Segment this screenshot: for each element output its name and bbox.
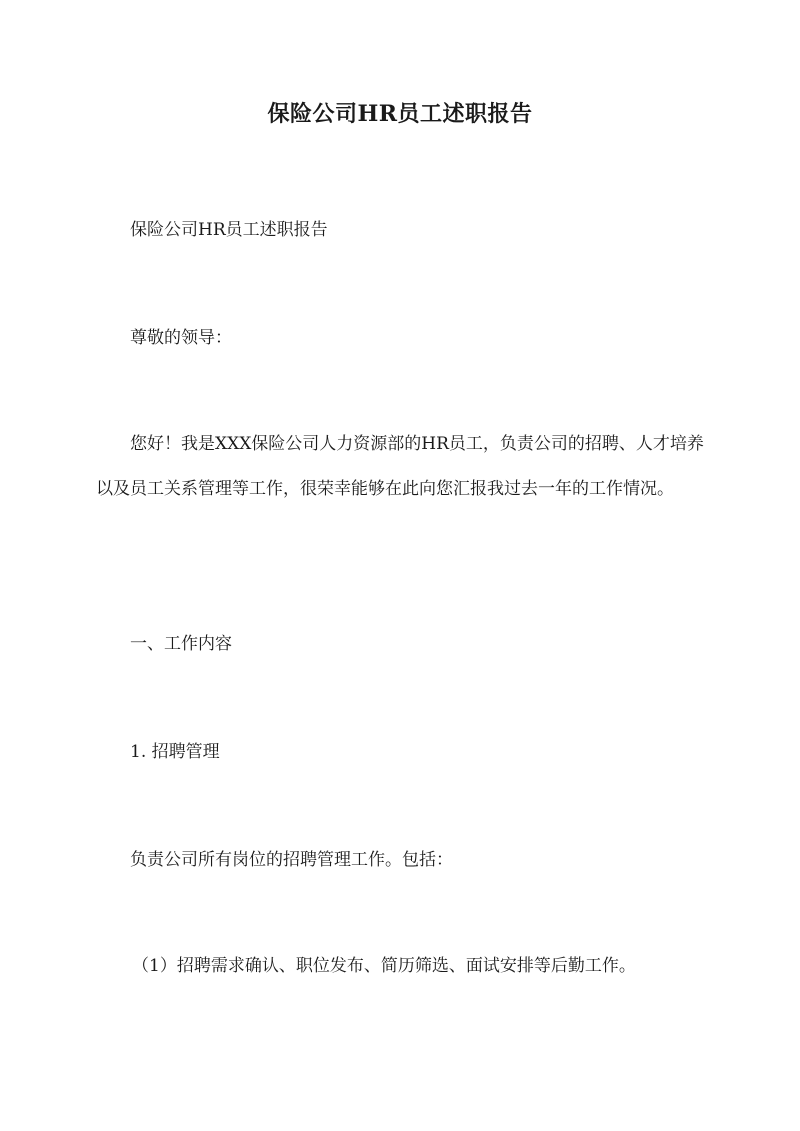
document-subtitle: 保险公司HR员工述职报告 bbox=[130, 220, 328, 240]
document-title: 保险公司HR员工述职报告 bbox=[267, 101, 533, 127]
intro-paragraph: 您好！我是XXX保险公司人力资源部的HR员工，负责公司的招聘、人才培养以及员工关系管理等工作，很荣幸能够在此向您汇报我过去一年的工作情况。 bbox=[96, 434, 704, 499]
subsection-heading: 1. 招聘管理 bbox=[130, 742, 220, 762]
list-item: （1）招聘需求确认、职位发布、简历筛选、面试安排等后勤工作。 bbox=[132, 956, 636, 976]
responsibility-paragraph: 负责公司所有岗位的招聘管理工作。包括： bbox=[130, 850, 453, 870]
greeting-paragraph: 尊敬的领导： bbox=[130, 328, 232, 348]
section-heading: 一、工作内容 bbox=[130, 634, 232, 654]
